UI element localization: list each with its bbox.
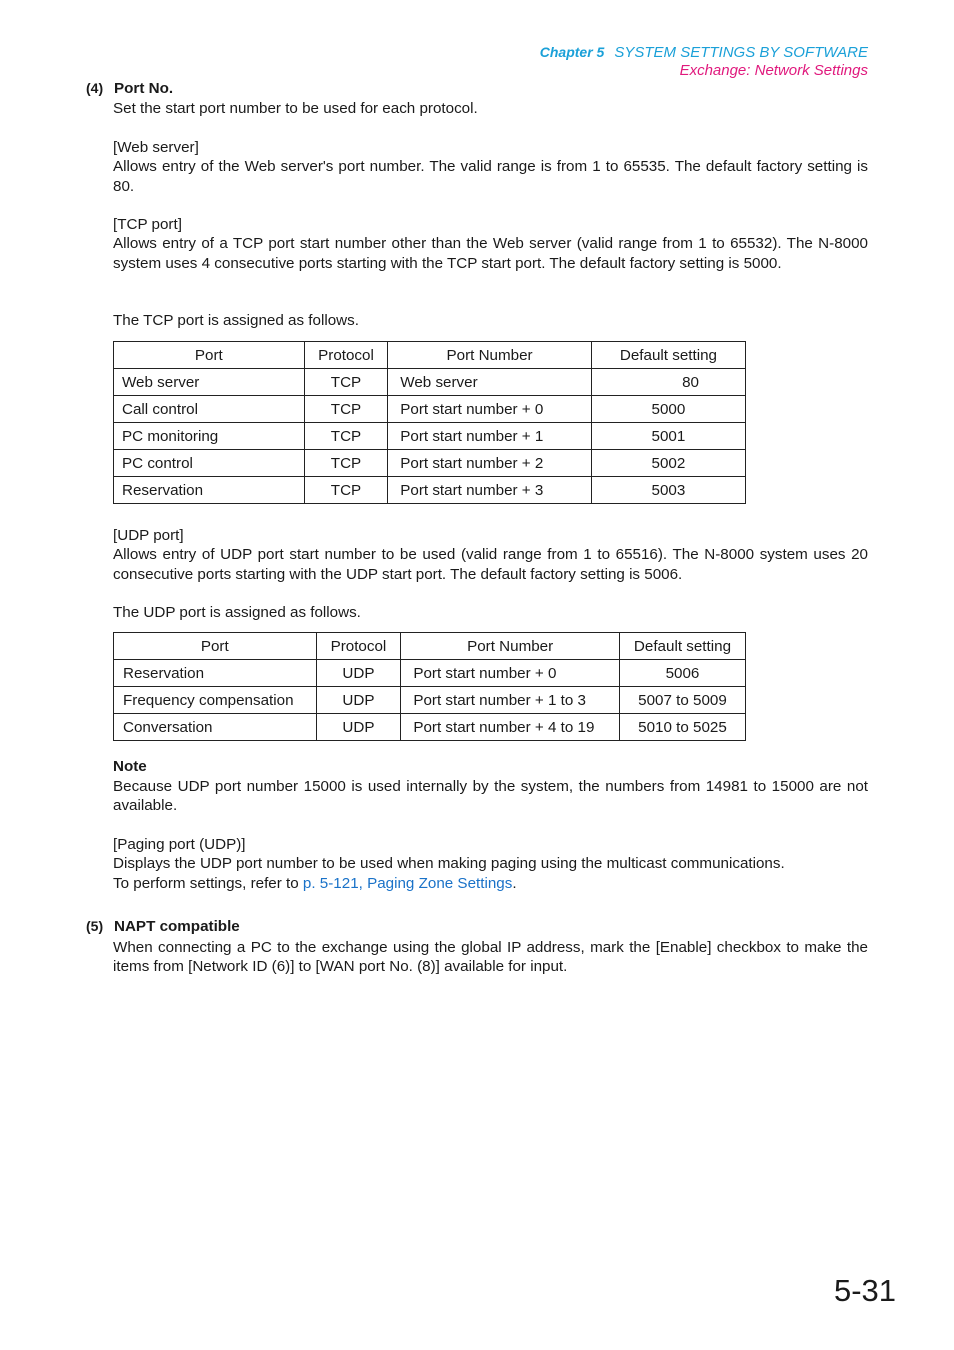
column-header-port: Port bbox=[114, 342, 305, 369]
table-cell-default: 5003 bbox=[591, 477, 745, 504]
paging-port-heading: [Paging port (UDP)] bbox=[113, 836, 246, 853]
section-4-title: Port No. bbox=[114, 80, 174, 97]
section-5-title: NAPT compatible bbox=[114, 918, 240, 935]
table-cell-protocol: UDP bbox=[316, 687, 401, 714]
table-row bbox=[114, 660, 746, 687]
table-cell-protocol: TCP bbox=[304, 477, 388, 504]
table-cell-port: Reservation bbox=[114, 660, 317, 687]
table-cell-default: 5002 bbox=[591, 450, 745, 477]
column-header-default-setting: Default setting bbox=[619, 633, 745, 660]
table-header-row bbox=[114, 633, 746, 660]
table-cell-port-number: Port start number + 4 to 19 bbox=[401, 714, 620, 741]
table-row bbox=[114, 450, 746, 477]
table-cell-default: 5010 to 5025 bbox=[619, 714, 745, 741]
udp-port-table bbox=[113, 632, 746, 741]
table-row bbox=[114, 714, 746, 741]
page-number: 5-31 bbox=[833, 1273, 896, 1308]
table-cell-port: Web server bbox=[114, 369, 305, 396]
table-cell-default: 80 bbox=[591, 369, 745, 396]
section-4-heading bbox=[86, 80, 173, 97]
udp-port-block bbox=[113, 526, 868, 584]
section-5-heading bbox=[86, 918, 240, 935]
table-cell-port-number: Port start number + 0 bbox=[401, 660, 620, 687]
table-cell-default: 5006 bbox=[619, 660, 745, 687]
table-cell-port: Reservation bbox=[114, 477, 305, 504]
table-cell-default: 5007 to 5009 bbox=[619, 687, 745, 714]
table-cell-port-number: Port start number + 1 bbox=[388, 423, 592, 450]
web-server-heading: [Web server] bbox=[113, 139, 199, 156]
table-row bbox=[114, 396, 746, 423]
paging-port-text: Displays the UDP port number to be used when making paging using the multicast communications. bbox=[113, 855, 785, 873]
chapter-header bbox=[540, 44, 868, 61]
table-cell-protocol: TCP bbox=[304, 450, 388, 477]
table-cell-default: 5000 bbox=[591, 396, 745, 423]
table-cell-port: PC control bbox=[114, 450, 305, 477]
web-server-block bbox=[113, 138, 868, 196]
table-cell-default: 5001 bbox=[591, 423, 745, 450]
table-cell-port-number: Port start number + 1 to 3 bbox=[401, 687, 620, 714]
tcp-assigned-text: The TCP port is assigned as follows. bbox=[113, 312, 359, 329]
table-cell-protocol: TCP bbox=[304, 369, 388, 396]
column-header-protocol: Protocol bbox=[316, 633, 401, 660]
table-cell-port-number: Web server bbox=[388, 369, 592, 396]
table-cell-protocol: TCP bbox=[304, 423, 388, 450]
table-cell-port: PC monitoring bbox=[114, 423, 305, 450]
table-row bbox=[114, 477, 746, 504]
udp-port-text: Allows entry of UDP port start number to be used (valid range from 1 to 65516). The N-8000 system uses 20 consecutive ports starting with the UDP start port. The default factory setting is 5006. bbox=[113, 546, 868, 583]
table-cell-port: Call control bbox=[114, 396, 305, 423]
refer-suffix: . bbox=[512, 874, 517, 892]
paging-zone-settings-link[interactable]: p. 5-121, Paging Zone Settings bbox=[302, 874, 513, 892]
udp-assigned-text: The UDP port is assigned as follows. bbox=[113, 604, 361, 621]
column-header-default-setting: Default setting bbox=[591, 342, 745, 369]
column-header-port-number: Port Number bbox=[388, 342, 592, 369]
tcp-port-table bbox=[113, 341, 746, 504]
table-cell-protocol: UDP bbox=[316, 660, 401, 687]
paging-port-block bbox=[113, 835, 868, 893]
tcp-port-text: Allows entry of a TCP port start number other than the Web server (valid range from 1 to 65532). The N-8000 system uses 4 consecutive ports starting with the TCP start port. The default factory setting is 5000. bbox=[113, 235, 868, 272]
section-5-text: When connecting a PC to the exchange using the global IP address, mark the [Enable] checkbox to make the items from [Network ID (6)] to [WAN port No. (8)] available for input. bbox=[113, 939, 868, 976]
table-row bbox=[114, 687, 746, 714]
note-text: Because UDP port number 15000 is used internally by the system, the numbers from 14981 to 15000 are not available. bbox=[113, 778, 868, 815]
table-cell-port: Frequency compensation bbox=[114, 687, 317, 714]
paging-refer-line bbox=[113, 874, 868, 893]
table-cell-port-number: Port start number + 0 bbox=[388, 396, 592, 423]
section-title-header: Exchange: Network Settings bbox=[679, 62, 868, 79]
table-header-row bbox=[114, 342, 746, 369]
web-server-text: Allows entry of the Web server's port number. The valid range is from 1 to 65535. The default factory setting is 80. bbox=[113, 158, 868, 195]
table-cell-port: Conversation bbox=[114, 714, 317, 741]
section-4-number: (4) bbox=[86, 80, 104, 96]
section-4-intro: Set the start port number to be used for each protocol. bbox=[113, 100, 478, 117]
note-title: Note bbox=[113, 758, 147, 775]
tcp-port-heading: [TCP port] bbox=[113, 216, 182, 233]
column-header-protocol: Protocol bbox=[304, 342, 388, 369]
udp-port-heading: [UDP port] bbox=[113, 527, 184, 544]
table-row bbox=[114, 423, 746, 450]
chapter-title: SYSTEM SETTINGS BY SOFTWARE bbox=[614, 44, 868, 61]
refer-prefix: To perform settings, refer to bbox=[113, 874, 303, 892]
table-cell-protocol: UDP bbox=[316, 714, 401, 741]
section-5-number: (5) bbox=[86, 918, 104, 934]
tcp-port-block bbox=[113, 215, 868, 273]
table-cell-port-number: Port start number + 2 bbox=[388, 450, 592, 477]
table-cell-protocol: TCP bbox=[304, 396, 388, 423]
chapter-label: Chapter 5 bbox=[539, 44, 605, 60]
column-header-port: Port bbox=[114, 633, 317, 660]
table-cell-port-number: Port start number + 3 bbox=[388, 477, 592, 504]
column-header-port-number: Port Number bbox=[401, 633, 620, 660]
table-row bbox=[114, 369, 746, 396]
